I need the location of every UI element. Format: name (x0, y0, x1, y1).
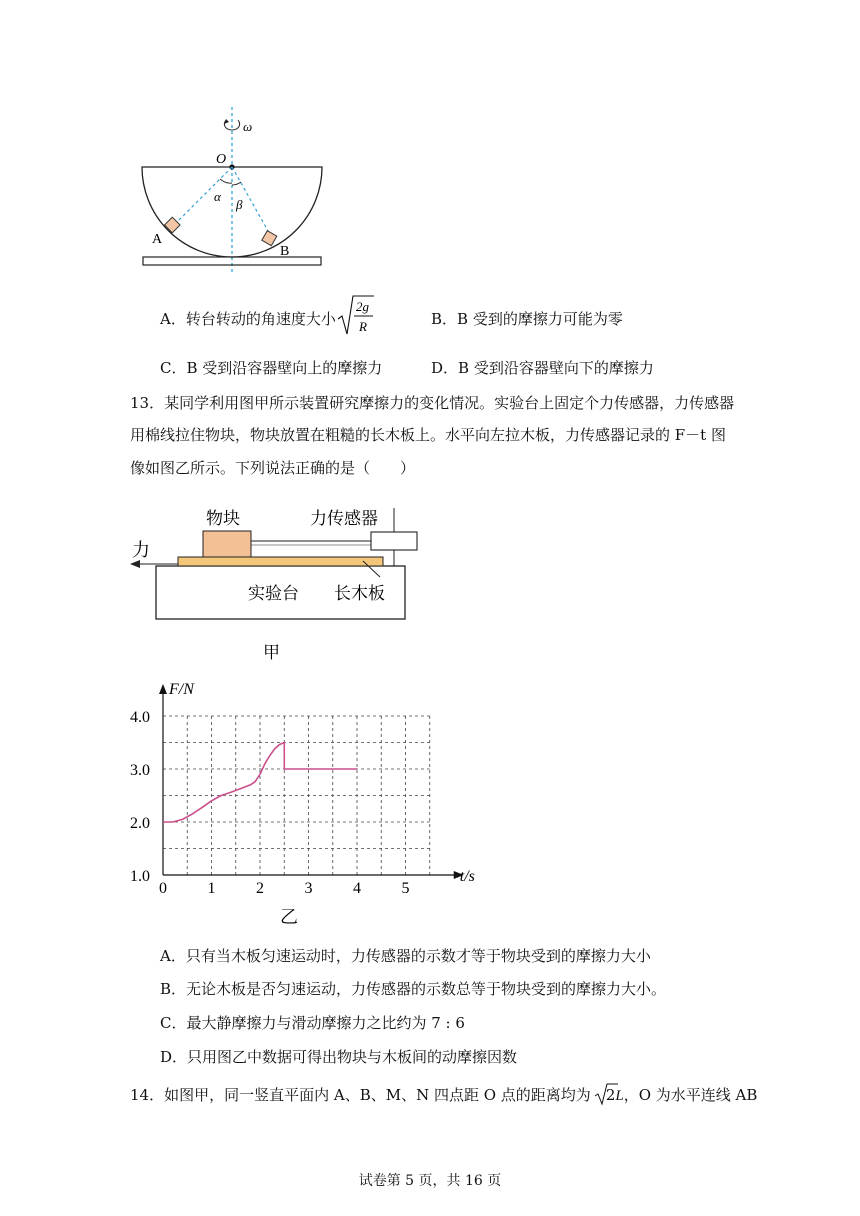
radius-OA (173, 167, 232, 226)
q13-line-1: 13．某同学利用图甲所示装置研究摩擦力的变化情况。实验台上固定个力传感器，力传感器 (130, 394, 735, 412)
block-B (262, 231, 277, 246)
x-tick-label: 0 (159, 880, 167, 897)
B-label: B (280, 244, 290, 259)
q14-radicand: 2 (605, 1086, 616, 1104)
ft-chart (128, 678, 478, 930)
sqrt-sign-icon (594, 1081, 618, 1107)
omega-label: ω (243, 119, 253, 134)
q14-line-1 (130, 1085, 757, 1106)
beta-arc (232, 182, 241, 185)
q12-option-A[interactable] (160, 309, 336, 329)
y-tick-label: 4.0 (130, 709, 150, 726)
alpha-arc (220, 179, 232, 183)
block (203, 531, 251, 557)
q14-prefix: 14．如图甲，同一竖直平面内 A、B、M、N 四点距 O 点的距离均为 (130, 1086, 591, 1104)
caption-jia: 甲 (263, 643, 280, 662)
force-arrowhead-icon (130, 560, 140, 568)
option-A-text: A．转台转动的角速度大小 (160, 310, 336, 328)
q14-L: L (615, 1088, 624, 1104)
board (178, 557, 383, 566)
x-axis-label: t/s (459, 868, 475, 885)
y-tick-label: 2.0 (130, 815, 150, 832)
q12-option-D[interactable]: D．B 受到沿容器壁向下的摩擦力 (431, 359, 654, 377)
O-label: O (216, 152, 227, 167)
q12-option-C[interactable]: C．B 受到沿容器壁向上的摩擦力 (160, 359, 383, 377)
bowl-figure (130, 105, 330, 275)
sensor-label: 力传感器 (310, 509, 378, 528)
x-tick-label: 3 (304, 880, 313, 897)
sqrt-2g-over-R (336, 292, 376, 340)
apparatus-figure (128, 500, 428, 668)
y-axis-label: F/N (169, 681, 194, 698)
q13-option-B[interactable]: B．无论木板是否匀速运动，力传感器的示数总等于物块受到的摩擦力大小。 (160, 980, 667, 998)
force-label: 力 (132, 540, 150, 560)
q13-option-D[interactable]: D．只用图乙中数据可得出物块与木板间的动摩擦因数 (160, 1048, 518, 1066)
q13-line-3: 像如图乙所示。下列说法正确的是（ ） (130, 459, 416, 477)
y-axis-arrowhead-icon (159, 684, 167, 694)
q14-suffix: ，O 为水平连线 AB (623, 1086, 758, 1104)
board-label: 长木板 (334, 584, 385, 603)
block-label: 物块 (206, 509, 240, 528)
x-tick-label: 5 (401, 880, 410, 897)
sensor (371, 532, 417, 550)
q13-line-2: 用棉线拉住物块，物块放置在粗糙的长木板上。水平向左拉木板，力传感器记录的 F－t 图 (130, 426, 726, 444)
x-tick-label: 2 (256, 880, 264, 897)
y-tick-label: 3.0 (130, 762, 150, 779)
A-label: A (152, 232, 163, 247)
y-tick-label: 1.0 (130, 868, 150, 885)
block-A (165, 217, 181, 233)
sqrt-2L (594, 1085, 616, 1105)
bench-label: 实验台 (248, 584, 299, 603)
q12-option-B[interactable]: B．B 受到的摩擦力可能为零 (431, 310, 623, 328)
caption-yi: 乙 (280, 907, 298, 927)
sqrt-numerator: 2g (356, 299, 369, 314)
alpha-label: α (214, 189, 221, 204)
x-tick-label: 1 (207, 880, 216, 897)
beta-label: β (236, 197, 243, 212)
x-tick-label: 4 (353, 880, 361, 897)
q13-option-A[interactable]: A．只有当木板匀速运动时，力传感器的示数才等于物块受到的摩擦力大小 (160, 947, 651, 965)
q13-option-C[interactable]: C．最大静摩擦力与滑动摩擦力之比约为 7 : 6 (160, 1014, 465, 1032)
sqrt-denominator: R (359, 319, 367, 334)
page-footer: 试卷第 5 页，共 16 页 (358, 1173, 502, 1189)
